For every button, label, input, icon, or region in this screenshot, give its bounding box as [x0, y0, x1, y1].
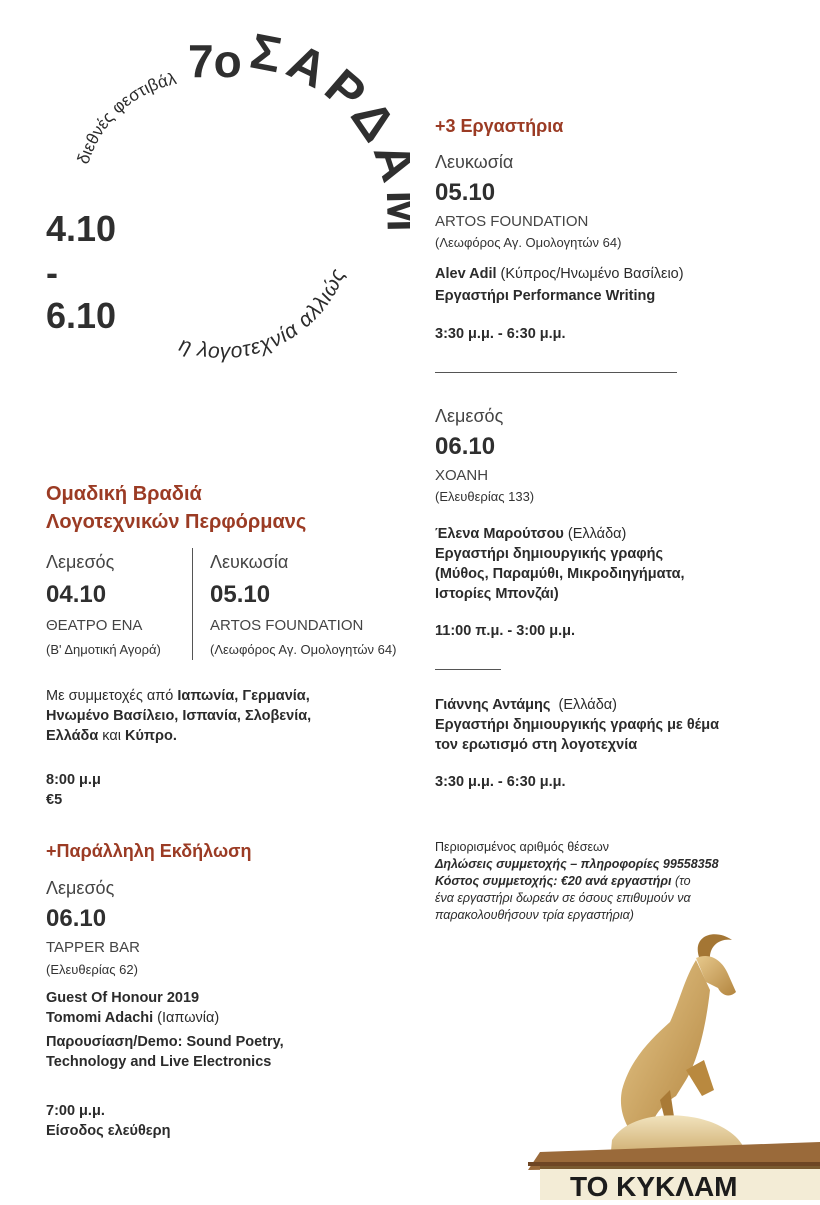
parallel-event-heading: +Παράλληλη Εκδήλωση	[46, 841, 252, 861]
presentation-title: Παρουσίαση/Demo: Sound Poetry, Technology and Live Electronics	[46, 1034, 284, 1070]
separator-line	[435, 372, 677, 373]
workshop-2-venue: Λεμεσός 06.10 ΧΟΑΝΗ (Ελευθερίας 133)	[435, 406, 535, 504]
logo-edition: 7ο	[188, 35, 242, 87]
festival-date-dash: -	[46, 252, 58, 293]
workshop-3-details: Γιάννης Αντάμης (Ελλάδα) Εργαστήρι δημιουργικής γραφής με θέμα τον ερωτισμό στη λογοτεχνία 3:30 μ.μ. - 6:30 μ.μ.	[435, 697, 720, 790]
participation-text: Με συμμετοχές από Ιαπωνία, Γερμανία, Ηνωμένο Βασίλειο, Ισπανία, Σλοβενία, Ελλάδα και Κύπρο.	[46, 688, 312, 744]
parallel-event-venue-block: Λεμεσός 06.10 TAPPER BAR (Ελευθερίας 62)	[46, 878, 140, 977]
logo-tagline: η λογοτεχνία αλλιώς	[176, 264, 351, 364]
goat-statue-illustration	[500, 930, 820, 1200]
guest-of-honour: Guest Of Honour 2019 Tomomi Adachi (Ιαπωνία)	[46, 990, 220, 1026]
workshop-1-details: Alev Adil (Κύπρος/Ηνωμένο Βασίλειο) Εργαστήρι Performance Writing 3:30 μ.μ. - 6:30 μ.μ.	[435, 266, 684, 342]
group-evening-price: €5	[46, 792, 63, 808]
sign-text: ΤΟ ΚΥΚΛΑΜ	[570, 1171, 738, 1200]
workshop-1-venue: Λευκωσία 05.10 ARTOS FOUNDATION (Λεωφόρος Αγ. Ομολογητών 64)	[435, 152, 622, 250]
workshop-notes: Περιορισμένος αριθμός θέσεων Δηλώσεις συμμετοχής – πληροφορίες 99558358 Κόστος συμμετοχής: €20 ανά εργαστήρι (το ένα εργαστήρι δωρεάν σε όσους επιθυμούν να παρακολουθήσουν τρία εργαστήρια)	[435, 840, 719, 922]
svg-text:η λογοτεχνία αλλιώς	[176, 265, 350, 363]
svg-text:ΣΑΡΔΑΜ	[246, 23, 410, 239]
group-evening-title: Ομαδική Βραδιά Λογοτεχνικών Περφόρμανς	[46, 483, 307, 533]
column-divider	[192, 548, 193, 660]
svg-text:διεθνές φεστιβάλ	[74, 69, 179, 166]
group-evening-nicosia: Λευκωσία 05.10 ARTOS FOUNDATION (Λεωφόρος Αγ. Ομολογητών 64)	[210, 552, 397, 657]
goat-statue-photo	[500, 930, 820, 1200]
workshop-2-details: Έλενα Μαρούτσου (Ελλάδα) Εργαστήρι δημιουργικής γραφής (Μύθος, Παραμύθι, Μικροδιηγήματα, Ιστορίες Μπονζάι) 11:00 π.μ. - 3:00 μ.μ.	[435, 526, 685, 639]
workshops-heading: +3 Εργαστήρια	[435, 116, 564, 136]
festival-start-date: 4.10	[46, 208, 117, 249]
group-evening-time: 8:00 μ.μ	[46, 772, 101, 788]
parallel-event-time: 7:00 μ.μ. Είσοδος ελεύθερη	[46, 1103, 171, 1139]
group-evening-limassol: Λεμεσός 04.10 ΘΕΑΤΡΟ ΕΝΑ (Β' Δημοτική Αγορά)	[46, 552, 161, 657]
separator-line-short	[435, 669, 501, 670]
logo-name: ΣΑΡΔ	[246, 22, 410, 157]
logo-festival-prefix: διεθνές φεστιβάλ	[73, 68, 179, 167]
festival-end-date: 6.10	[46, 295, 117, 336]
